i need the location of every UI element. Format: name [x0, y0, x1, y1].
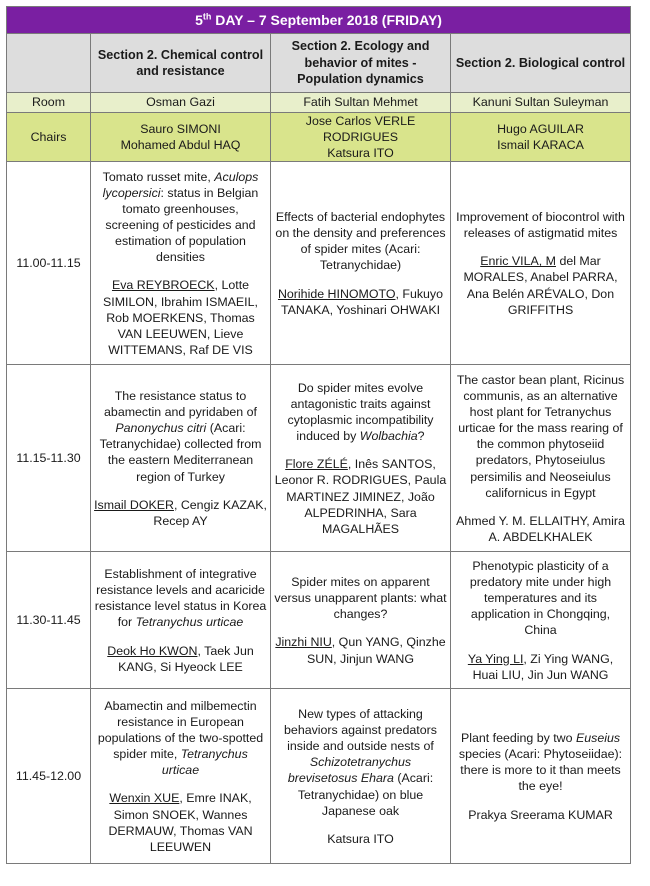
text-run: Establishment of integrative resistance levels and acaricide resistance level status in Korea for — [94, 567, 267, 630]
talk-cell — [271, 162, 451, 365]
chairs-cell — [451, 113, 631, 162]
presenting-author: Deok Ho KWON — [107, 643, 198, 658]
presenting-author: Flore ZÉLÉ — [285, 457, 348, 472]
text-run: Abamectin and milbemectin resistance in European populations of the two-spotted spider mite, — [97, 698, 264, 762]
time-slot: 11.45-12.00 — [7, 689, 91, 864]
talk-cell — [271, 689, 451, 864]
day-number: 5 — [195, 11, 203, 28]
room-name: Kanuni Sultan Suleyman — [451, 93, 631, 113]
text-run: , Zi Ying WANG, Huai LIU, Jin Jun WANG — [472, 651, 614, 682]
time-slot: 11.00-11.15 — [7, 162, 91, 365]
text-run: Effects of bacterial endophytes on the density and preferences of spider mites (Acari: Tetranychidae) — [275, 210, 446, 273]
text-run: (Acari: Tetranychidae) collected from the eastern Mediterranean region of Turkey — [99, 421, 262, 484]
chairs-row — [7, 113, 631, 162]
text-run: Do spider mites evolve antagonistic traits against cytoplasmic incompatibility induced by — [287, 380, 434, 444]
talk-title — [94, 169, 267, 266]
text-run: Tomato russet mite, — [102, 169, 215, 184]
talk-authors — [94, 790, 267, 855]
talk-authors — [274, 286, 447, 318]
talk-cell — [451, 162, 631, 365]
room-label: Room — [7, 93, 91, 113]
time-slot-row — [7, 162, 631, 365]
chair-name: Hugo AGUILAR — [497, 122, 584, 137]
day-title-row — [7, 7, 631, 34]
text-run: Prakya Sreerama KUMAR — [468, 807, 613, 822]
room-name: Fatih Sultan Mehmet — [271, 93, 451, 113]
text-run: , Taek Jun KANG, Si Hyeock LEE — [118, 643, 254, 674]
text-run: , Emre INAK, Simon SNOEK, Wannes DERMAUW, Thomas VAN LEEUWEN — [108, 791, 253, 854]
text-run: Spider mites on apparent versus unapparent plants: what changes? — [274, 575, 447, 622]
talk-cell — [91, 365, 271, 552]
text-run: Ahmed Y. M. ELLAITHY, Amira A. ABDELKHALEK — [456, 513, 625, 544]
text-run: Plant feeding by two — [460, 731, 576, 746]
talk-title — [274, 706, 447, 819]
talk-title — [454, 558, 627, 639]
text-run: (Acari: Tetranychidae) on blue Japanese oak — [297, 771, 434, 818]
text-run: del Mar MORALES, Anabel PARRA, Ana Belén ARÉVALO, Don GRIFFITHS — [463, 254, 618, 317]
text-run: The resistance status to abamectin and pyridaben of — [104, 388, 257, 419]
text-run: species (Acari: Phytoseiidae): there is more to it than meets the eye! — [458, 747, 623, 794]
chair-name: Sauro SIMONI — [140, 122, 221, 137]
room-row — [7, 93, 631, 113]
text-run: Improvement of biocontrol with releases of astigmatid mites — [456, 210, 625, 241]
species-name: Tetranychus urticae — [135, 615, 244, 630]
talk-authors — [274, 634, 447, 666]
species-name: Aculops lycopersici — [102, 169, 259, 200]
chair-name: Mohamed Abdul HAQ — [120, 138, 241, 153]
talk-title — [94, 566, 267, 631]
section-header: Section 2. Ecology and behavior of mites - Population dynamics — [271, 34, 451, 93]
talk-authors — [274, 831, 447, 847]
time-slot-row — [7, 689, 631, 864]
talk-cell — [271, 552, 451, 689]
time-slot: 11.15-11.30 — [7, 365, 91, 552]
talk-cell — [451, 365, 631, 552]
day-date: DAY – 7 September 2018 (FRIDAY) — [211, 11, 442, 28]
time-slot-row — [7, 365, 631, 552]
talk-authors — [94, 277, 267, 358]
text-run: , Qun YANG, Qinzhe SUN, Jinjun WANG — [307, 635, 446, 666]
presenting-author: Eva REYBROECK — [111, 278, 215, 293]
chairs-cell — [91, 113, 271, 162]
section-header-row — [7, 34, 631, 93]
species-name: Wolbachia — [359, 429, 418, 444]
talk-cell — [271, 365, 451, 552]
presenting-author: Ya Ying LI — [467, 651, 524, 666]
section-header: Section 2. Chemical control and resistance — [91, 34, 271, 93]
talk-title — [274, 209, 447, 274]
chair-name: Katsura ITO — [327, 146, 394, 161]
text-run: , Fukuyo TANAKA, Yoshinari OHWAKI — [280, 286, 444, 317]
chair-name: Jose Carlos VERLE RODRIGUES — [305, 114, 416, 145]
header-empty-cell — [7, 34, 91, 93]
talk-authors — [454, 513, 627, 545]
time-slot-row — [7, 552, 631, 689]
talk-authors — [454, 253, 627, 318]
day-ordinal: th — [202, 11, 212, 22]
time-slot: 11.30-11.45 — [7, 552, 91, 689]
talk-authors — [94, 643, 267, 675]
talk-authors — [94, 497, 267, 529]
text-run: , Inês SANTOS, Leonor R. RODRIGUES, Paula MARTINEZ JIMINEZ, João ALPEDRINHA, Sara MAGALHÃES — [274, 457, 447, 536]
talk-title — [274, 574, 447, 622]
talk-cell — [91, 689, 271, 864]
text-run: , Cengiz KAZAK, Recep AY — [153, 497, 267, 528]
talk-cell — [91, 552, 271, 689]
talk-title — [94, 388, 267, 485]
text-run: Katsura ITO — [327, 831, 394, 846]
talk-cell — [451, 552, 631, 689]
schedule-table — [6, 6, 631, 864]
talk-title — [274, 380, 447, 445]
presenting-author: Enric VILA, M — [480, 254, 556, 269]
talk-title — [454, 730, 627, 795]
text-run: : status in Belgian tomato greenhouses, screening of pesticides and estimation of population densities — [105, 185, 259, 265]
text-run: , Lotte SIMILON, Ibrahim ISMAEIL, Rob MOERKENS, Thomas VAN LEEUWEN, Lieve WITTEMANS, Raf DE VIS — [103, 278, 258, 357]
section-header: Section 2. Biological control — [451, 34, 631, 93]
presenting-author: Norihide HINOMOTO — [277, 286, 396, 301]
chairs-cell — [271, 113, 451, 162]
species-name: Tetranychus urticae — [161, 747, 248, 778]
presenting-author: Wenxin XUE — [109, 791, 180, 806]
presenting-author: Jinzhi NIU — [275, 635, 332, 650]
text-run: New types of attacking behaviors against predators inside and outside nests of — [284, 706, 437, 754]
species-name: Panonychus citri — [115, 421, 207, 436]
species-name: Euseius — [575, 731, 621, 746]
presenting-author: Ismail DOKER — [94, 497, 174, 512]
talk-cell — [91, 162, 271, 365]
talk-title — [454, 372, 627, 501]
text-run: Phenotypic plasticity of a predatory mite under high temperatures and its application in Chongqing, China — [469, 558, 612, 638]
chairs-label: Chairs — [7, 113, 91, 162]
talk-authors — [454, 651, 627, 683]
talk-title — [454, 209, 627, 241]
text-run: ? — [417, 429, 425, 444]
talk-title — [94, 698, 267, 779]
talk-authors — [274, 456, 447, 537]
text-run: The castor bean plant, Ricinus communis, as an alternative host plant for Tetranychus urticae for the mass rearing of the common phytoseiid predators, Phytoseiulus persimilis and Neoseiulus californicus in Egypt — [456, 372, 625, 500]
species-name: Schizotetranychus brevisetosus Ehara — [287, 755, 412, 786]
chair-name: Ismail KARACA — [497, 138, 584, 153]
talk-cell — [451, 689, 631, 864]
talk-authors — [454, 807, 627, 823]
room-name: Osman Gazi — [91, 93, 271, 113]
day-title — [7, 7, 631, 34]
